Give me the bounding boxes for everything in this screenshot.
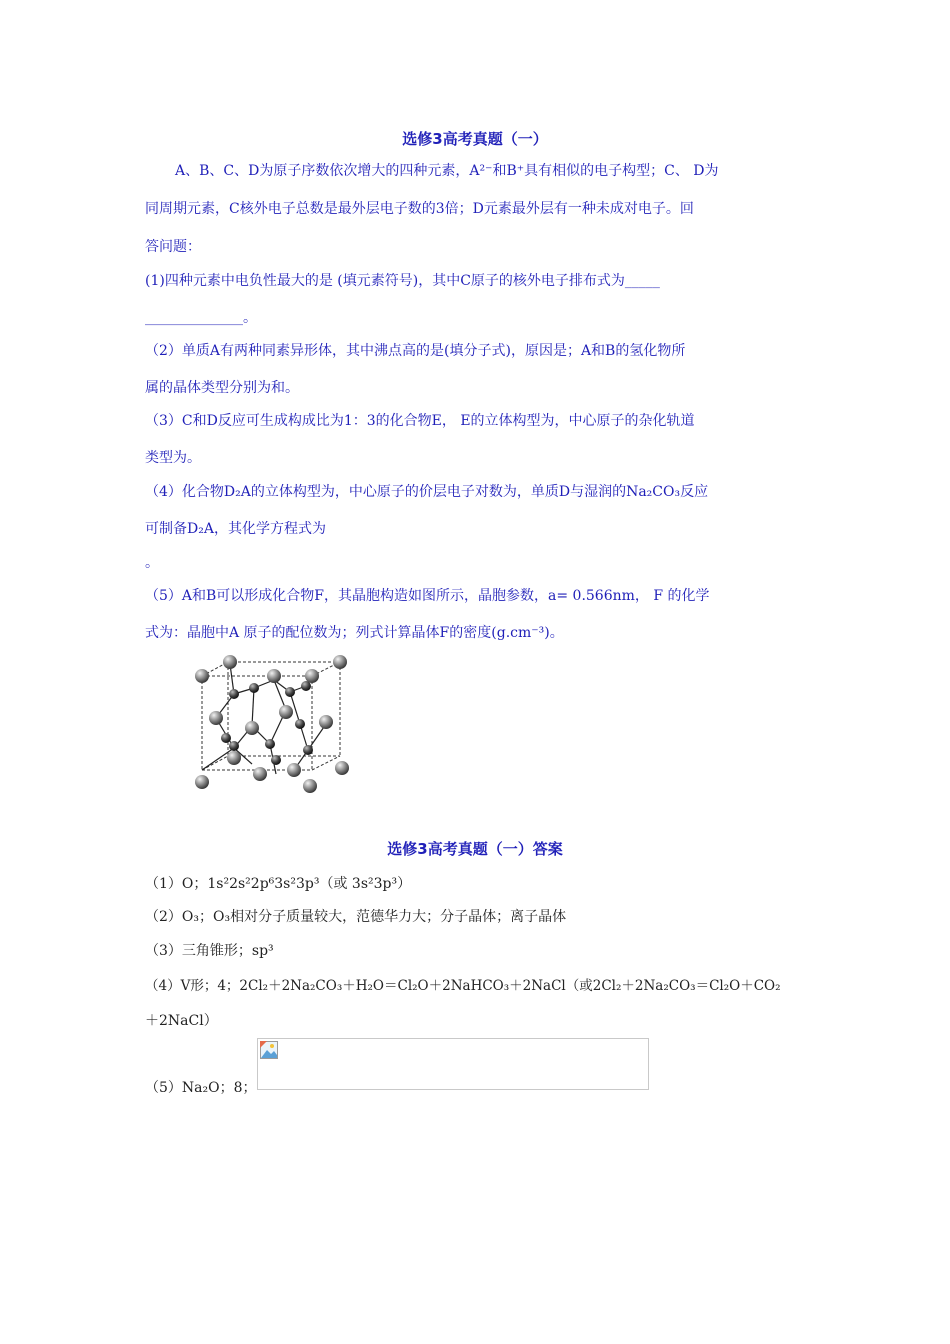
- broken-image-placeholder: [257, 1038, 649, 1090]
- answer-1: （1）O；1s²2s²2p⁶3s²3p³（或 3s²3p³）: [145, 876, 412, 892]
- answer-3: （3）三角锥形；sp³: [145, 943, 274, 959]
- intro-line-3: 答问题：: [145, 239, 201, 255]
- answer-4-line-2: ＋2NaCl）: [145, 1013, 218, 1029]
- answer-2: （2）O₃；O₃相对分子质量较大，范德华力大；分子晶体；离子晶体: [145, 909, 567, 925]
- question-3-line-2: 类型为。: [145, 450, 201, 466]
- question-4-line-2: 可制备D₂A，其化学方程式为: [145, 521, 326, 537]
- question-1-line-2: ______________。: [145, 310, 257, 326]
- question-3-line-1: （3）C和D反应可生成构成比为1：3的化合物E， E的立体构型为，中心原子的杂化轨道: [145, 413, 695, 429]
- question-5-line-1: （5）A和B可以形成化合物F，其晶胞构造如图所示，晶胞参数，a= 0.566nm， F 的化学: [145, 588, 710, 604]
- intro-line-2: 同周期元素，C核外电子总数是最外层电子数的3倍；D元素最外层有一种未成对电子。回: [145, 201, 694, 217]
- question-5-line-2: 式为：晶胞中A 原子的配位数为；列式计算晶体F的密度(g.cm⁻³)。: [145, 625, 564, 641]
- question-2-line-1: （2）单质A有两种同素异形体，其中沸点高的是(填分子式)，原因是；A和B的氢化物所: [145, 343, 686, 359]
- answer-5: （5）Na₂O；8；: [145, 1080, 257, 1096]
- answers-title: 选修3高考真题（一）答案: [387, 840, 563, 858]
- broken-image-icon: [260, 1041, 278, 1059]
- question-4-line-1: （4）化合物D₂A的立体构型为，中心原子的价层电子对数为，单质D与湿润的Na₂CO₃反应: [145, 484, 709, 500]
- question-2-line-2: 属的晶体类型分别为和。: [145, 380, 299, 396]
- crystal-cell-figure: [190, 652, 360, 798]
- answer-4-line-1: （4）V形；4；2Cl₂＋2Na₂CO₃＋H₂O＝Cl₂O＋2NaHCO₃＋2NaCl（或2Cl₂＋2Na₂CO₃＝Cl₂O＋CO₂: [145, 978, 781, 994]
- intro-line-1: A、B、C、D为原子序数依次增大的四种元素，A²⁻和B⁺具有相似的电子构型；C、 D为: [175, 163, 719, 179]
- page-title: 选修3高考真题（一）: [402, 130, 548, 148]
- question-1-line-1: (1)四种元素中电负性最大的是 (填元素符号)，其中C原子的核外电子排布式为_____: [145, 273, 660, 289]
- question-4-line-3: 。: [145, 555, 159, 571]
